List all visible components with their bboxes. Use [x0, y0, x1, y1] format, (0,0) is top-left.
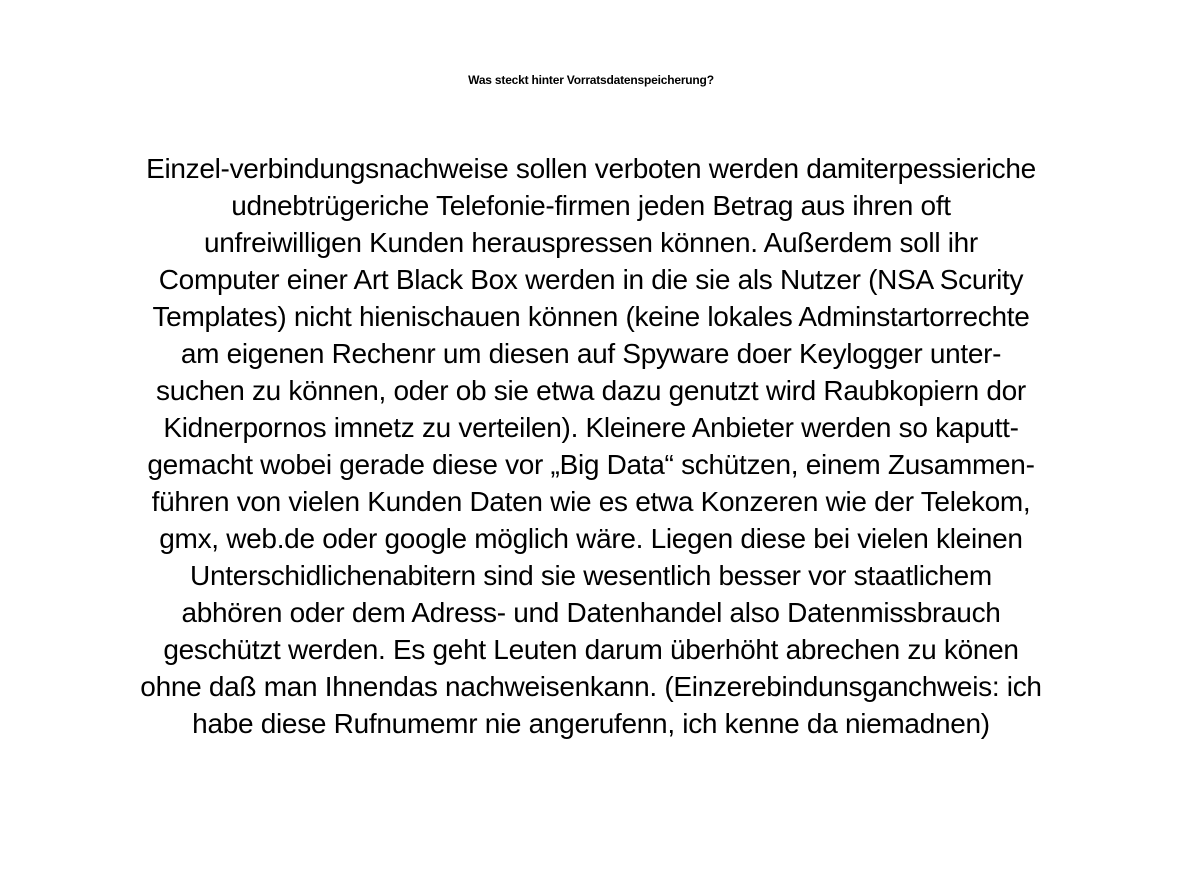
body-line: ohne daß man Ihnendas nachweisenkann. (Einzerebindunsganchweis: ich [140, 671, 1042, 702]
body-line: Templates) nicht hienischauen können (keine lokales Adminstartorrechte [152, 301, 1030, 332]
body-line: Einzel-verbindungsnachweise sollen verboten werden damiterpessieriche [146, 153, 1036, 184]
body-line: suchen zu können, oder ob sie etwa dazu genutzt wird Raubkopiern dor [156, 375, 1026, 406]
body-line: Unterschidlichenabitern sind sie wesentlich besser vor staatlichem [190, 560, 992, 591]
body-line: habe diese Rufnumemr nie angerufenn, ich kenne da niemadnen) [192, 708, 990, 739]
body-line: führen von vielen Kunden Daten wie es etwa Konzeren wie der Telekom, [151, 486, 1031, 517]
body-line: gmx, web.de oder google möglich wäre. Liegen diese bei vielen kleinen [159, 523, 1023, 554]
body-line: am eigenen Rechenr um diesen auf Spyware doer Keylogger unter- [180, 338, 1002, 369]
body-line: udnebtrügeriche Telefonie-firmen jeden Betrag aus ihren oft [231, 190, 951, 221]
body-line: abhören oder dem Adress- und Datenhandel also Datenmissbrauch [181, 597, 1001, 628]
slide-title: Was steckt hinter Vorratsdatenspeicherung? [468, 73, 714, 87]
slide-body [40, 150, 1142, 742]
body-line: unfreiwilligen Kunden herauspressen können. Außerdem soll ihr [204, 227, 978, 258]
body-line: gemacht wobei gerade diese vor „Big Data“ schützen, einem Zusammen- [147, 449, 1035, 480]
body-line: geschützt werden. Es geht Leuten darum überhöht abrechen zu könen [163, 634, 1019, 665]
body-line: Computer einer Art Black Box werden in die sie als Nutzer (NSA Scurity [158, 264, 1024, 295]
body-line: Kidnerpornos imnetz zu verteilen). Kleinere Anbieter werden so kaputt- [163, 412, 1019, 443]
